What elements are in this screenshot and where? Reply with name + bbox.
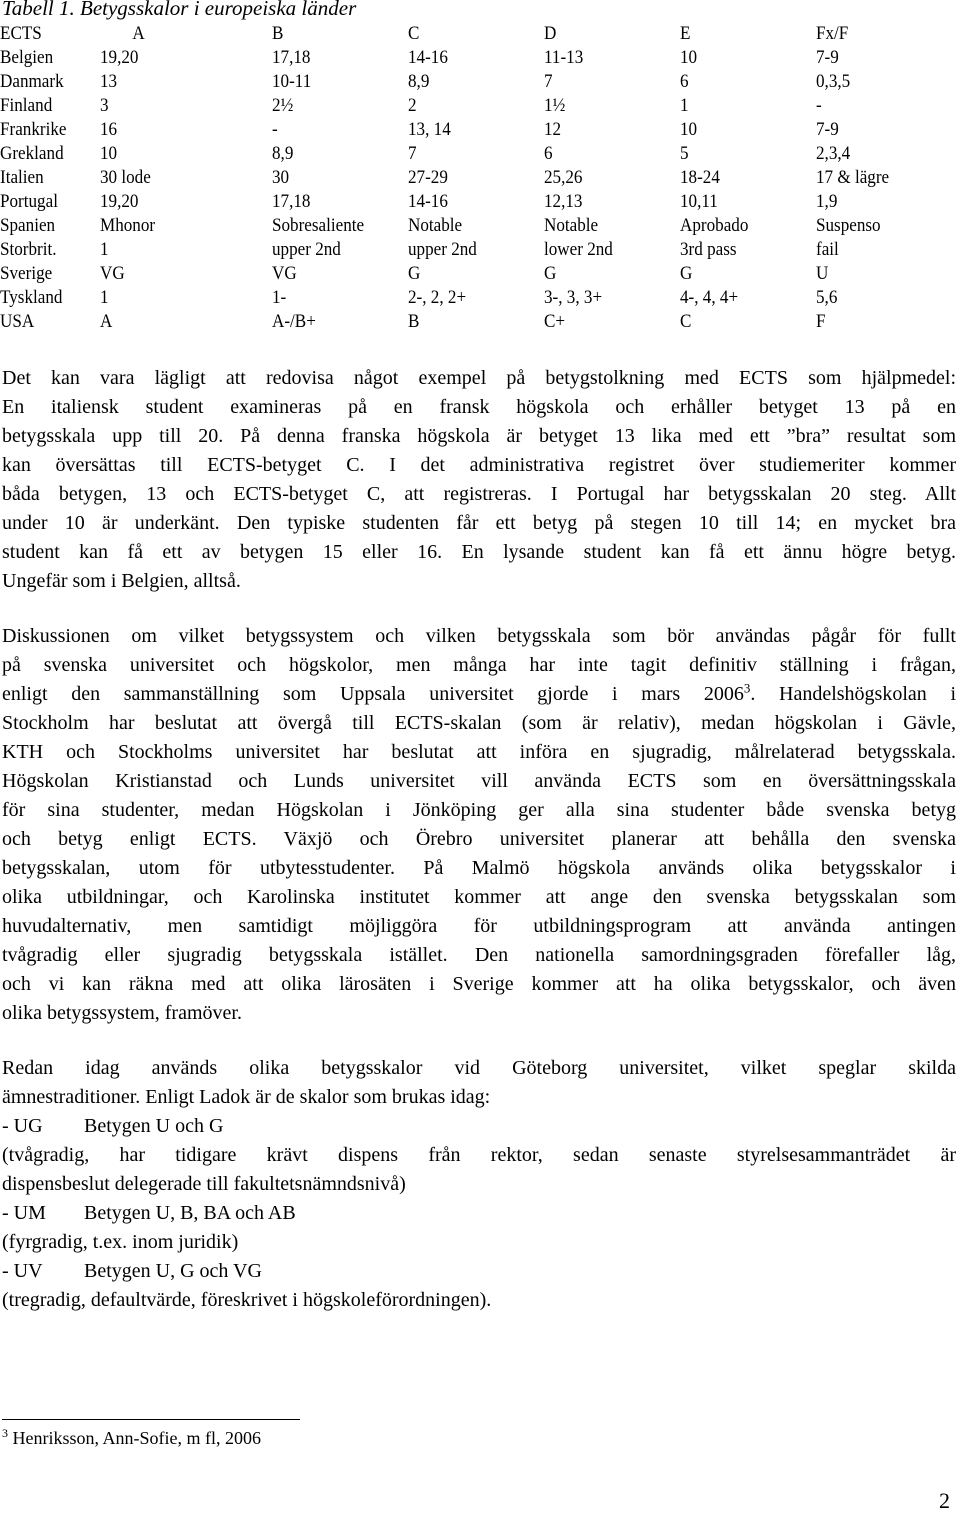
grade-cell: 2½ [272, 95, 294, 116]
grade-cell: 11-13 [544, 47, 584, 68]
country-cell: Sverige [0, 263, 53, 284]
table-row [0, 262, 956, 286]
table-row [0, 190, 956, 214]
text-line: Redan idag används olika betygsskalor vid Göteborg universitet, vilket speglar skilda [2, 1057, 956, 1079]
grade-scale-table [0, 22, 956, 334]
table-row [0, 310, 956, 334]
table-row [0, 214, 956, 238]
grade-cell: 4-, 4, 4+ [680, 287, 739, 308]
grade-cell: 1 [100, 239, 109, 260]
grade-cell: Mhonor [100, 215, 156, 236]
grade-cell: 17,18 [272, 47, 311, 68]
paragraph-discussion [2, 622, 956, 1028]
header-cell: C [408, 23, 420, 44]
grade-cell: 10 [680, 119, 698, 140]
table-row [0, 166, 956, 190]
country-cell: Tyskland [0, 287, 63, 308]
footnote-separator [2, 1419, 300, 1420]
country-cell: Danmark [0, 71, 64, 92]
grade-cell: 1½ [544, 95, 566, 116]
paragraph-ladok [2, 1054, 956, 1112]
text-segment: enligt den sammanställning som Uppsala universitet gjorde i mars 2006 [2, 683, 744, 705]
grade-cell: 17 & lägre [816, 167, 890, 188]
grade-cell: B [408, 311, 420, 332]
footnote-reference: 3 [743, 680, 751, 696]
scale-description: (fyrgradig, t.ex. inom juridik) [2, 1231, 239, 1253]
text-line: ämnestraditioner. Enligt Ladok är de skalor som brukas idag: [2, 1086, 491, 1108]
grade-cell: 2-, 2, 2+ [408, 287, 467, 308]
country-cell: Italien [0, 167, 44, 188]
grade-cell: 1 [680, 95, 689, 116]
grade-cell: 7-9 [816, 119, 839, 140]
text-line: Diskussionen om vilket betygssystem och vilken betygsskala som bör användas pågår för fullt [2, 625, 956, 647]
grade-cell: upper 2nd [272, 239, 341, 260]
grade-cell: 7 [544, 71, 553, 92]
table-header-row [0, 22, 956, 46]
footnote [2, 1428, 261, 1449]
grade-cell: 10 [100, 143, 118, 164]
grade-cell: 2,3,4 [816, 143, 851, 164]
grade-cell: - [272, 119, 278, 140]
country-cell: Finland [0, 95, 53, 116]
grade-cell: 30 lode [100, 167, 151, 188]
grade-cell: Aprobado [680, 215, 749, 236]
grade-cell: 7-9 [816, 47, 839, 68]
grade-cell: 14-16 [408, 47, 448, 68]
grade-cell: 18-24 [680, 167, 720, 188]
country-cell: Storbrit. [0, 239, 57, 260]
text-line: på svenska universitet och högskolor, men många har inte tagit definitiv ställning i frågan, [2, 654, 956, 676]
grade-cell: 19,20 [100, 191, 139, 212]
table-body [0, 46, 956, 334]
grade-cell: 14-16 [408, 191, 448, 212]
table-row [0, 70, 956, 94]
grade-cell: 19,20 [100, 47, 139, 68]
grade-cell: G [408, 263, 421, 284]
table-row [0, 46, 956, 70]
scale-description: (tvågradig, har tidigare krävt dispens från rektor, sedan senaste styrelsesammanträdet är [2, 1144, 956, 1166]
grade-cell: A-/B+ [272, 311, 316, 332]
grade-cell: 6 [680, 71, 689, 92]
grade-cell: 7 [408, 143, 417, 164]
grade-cell: 8,9 [272, 143, 294, 164]
footnote-number: 3 [2, 1426, 8, 1440]
country-cell: Portugal [0, 191, 58, 212]
footnote-text: Henriksson, Ann-Sofie, m fl, 2006 [12, 1428, 261, 1448]
grade-cell: 12 [544, 119, 562, 140]
header-cell: A [132, 23, 145, 44]
header-cell: B [272, 23, 284, 44]
text-segment: . Handelshögskolan i [750, 683, 956, 705]
grade-cell: F [816, 311, 826, 332]
grade-cell: 1,9 [816, 191, 838, 212]
grade-cell: Notable [408, 215, 463, 236]
scale-code: - UM [2, 1202, 46, 1224]
country-cell: Belgien [0, 47, 54, 68]
table-row [0, 142, 956, 166]
grade-cell: C+ [544, 311, 566, 332]
grade-cell: 30 [272, 167, 290, 188]
grade-cell: 16 [100, 119, 118, 140]
text-line: och betyg enligt ECTS. Växjö och Örebro universitet planerar att behålla den svenska [2, 828, 956, 850]
grade-cell: VG [100, 263, 125, 284]
text-line: Ungefär som i Belgien, alltså. [2, 570, 241, 592]
text-line: olika utbildningar, och Karolinska institutet kommer att ange den svenska betygsskalan som [2, 886, 956, 908]
scale-grades: Betygen U, B, BA och AB [84, 1202, 296, 1224]
grade-cell: 10 [680, 47, 698, 68]
grade-cell: G [544, 263, 557, 284]
text-line: Stockholm har beslutat att övergå till ECTS-skalan (som är relativ), medan högskolan i Gävle, [2, 712, 956, 734]
grade-cell: 3-, 3, 3+ [544, 287, 603, 308]
header-cell: D [544, 23, 557, 44]
scale-list-item [2, 1112, 956, 1141]
grade-cell: C [680, 311, 692, 332]
grade-cell: - [816, 95, 822, 116]
table-caption: Tabell 1. Betygsskalor i europeiska länder [2, 0, 357, 20]
grade-cell: 27-29 [408, 167, 448, 188]
text-line: betygsskala upp till 20. På denna franska högskola är betyget 13 lika med ett ”bra” resultat som [2, 425, 956, 447]
grade-cell: 0,3,5 [816, 71, 851, 92]
grade-cell: Suspenso [816, 215, 881, 236]
grade-cell: 5,6 [816, 287, 838, 308]
grade-cell: 1- [272, 287, 287, 308]
text-line [2, 680, 956, 709]
text-line: Högskolan Kristianstad och Lunds universitet vill använda ECTS som en översättningsskala [2, 770, 956, 792]
scale-grades: Betygen U, G och VG [84, 1260, 262, 1282]
grade-cell: Sobresaliente [272, 215, 365, 236]
grade-cell: 12,13 [544, 191, 583, 212]
text-line: En italiensk student examineras på en fransk högskola och erhåller betyget 13 på en [2, 396, 956, 418]
grade-cell: 1 [100, 287, 109, 308]
grade-cell: upper 2nd [408, 239, 477, 260]
grade-cell: 3rd pass [680, 239, 737, 260]
header-cell: ECTS [0, 23, 42, 44]
scale-list [2, 1112, 956, 1315]
grade-cell: 17,18 [272, 191, 311, 212]
scale-grades: Betygen U och G [84, 1115, 224, 1137]
country-cell: Grekland [0, 143, 64, 164]
text-line: huvudalternativ, men samtidigt möjliggöra för utbildningsprogram att använda antingen [2, 915, 956, 937]
text-line: för sina studenter, medan Högskolan i Jönköping ger alla sina studenter både svenska betyg [2, 799, 956, 821]
scale-code: - UG [2, 1115, 43, 1137]
text-lines [2, 709, 956, 1028]
page-number: 2 [939, 1488, 950, 1513]
country-cell: Spanien [0, 215, 56, 236]
grade-cell: 8,9 [408, 71, 430, 92]
text-line: student kan få ett av betygen 15 eller 16. En lysande student kan få ett ännu högre betyg. [2, 541, 956, 563]
country-cell: USA [0, 311, 35, 332]
table-row [0, 286, 956, 310]
grade-cell: 13 [100, 71, 118, 92]
scale-list-item [2, 1257, 956, 1286]
text-line: olika betygssystem, framöver. [2, 1002, 242, 1024]
scale-code: - UV [2, 1260, 43, 1282]
grade-cell: 3 [100, 95, 109, 116]
table-row [0, 118, 956, 142]
grade-cell: 13, 14 [408, 119, 451, 140]
grade-cell: fail [816, 239, 839, 260]
grade-cell: 10-11 [272, 71, 312, 92]
scale-description: dispensbeslut delegerade till fakultetsnämndsnivå) [2, 1173, 406, 1195]
grade-cell: 6 [544, 143, 553, 164]
grade-cell: U [816, 263, 829, 284]
table-row [0, 238, 956, 262]
header-cell: Fx/F [816, 23, 849, 44]
text-line: kan översättas till ECTS-betyget C. I det administrativa registret över studiemeriter kommer [2, 454, 956, 476]
grade-cell: 2 [408, 95, 417, 116]
text-line: under 10 är underkänt. Den typiske studenten får ett betyg på stegen 10 till 14; en mycket bra [2, 512, 956, 534]
text-line: och vi kan räkna med att olika lärosäten i Sverige kommer att ha olika betygsskalor, och även [2, 973, 956, 995]
text-line: betygsskalan, utom för utbytesstudenter. På Malmö högskola används olika betygsskalor i [2, 857, 956, 879]
grade-cell: 5 [680, 143, 689, 164]
paragraph-example [2, 364, 956, 596]
grade-cell: 10,11 [680, 191, 718, 212]
grade-cell: G [680, 263, 693, 284]
scale-list-item [2, 1199, 956, 1228]
text-line: tvågradig eller sjugradig betygsskala istället. Den nationella samordningsgraden förefaller låg, [2, 944, 956, 966]
text-line: båda betygen, 13 och ECTS-betyget C, att registreras. I Portugal har betygsskalan 20 steg. Allt [2, 483, 956, 505]
text-line: KTH och Stockholms universitet har beslutat att införa en sjugradig, målrelaterad betygsskala. [2, 741, 956, 763]
country-cell: Frankrike [0, 119, 67, 140]
header-cell: E [680, 23, 691, 44]
grade-cell: 25,26 [544, 167, 583, 188]
text-line: Det kan vara lägligt att redovisa något exempel på betygstolkning med ECTS som hjälpmedel: [2, 367, 956, 389]
grade-cell: VG [272, 263, 297, 284]
table-row [0, 94, 956, 118]
grade-cell: A [100, 311, 113, 332]
grade-cell: Notable [544, 215, 599, 236]
grade-cell: lower 2nd [544, 239, 613, 260]
scale-description: (tregradig, defaultvärde, föreskrivet i högskoleförordningen). [2, 1289, 492, 1311]
